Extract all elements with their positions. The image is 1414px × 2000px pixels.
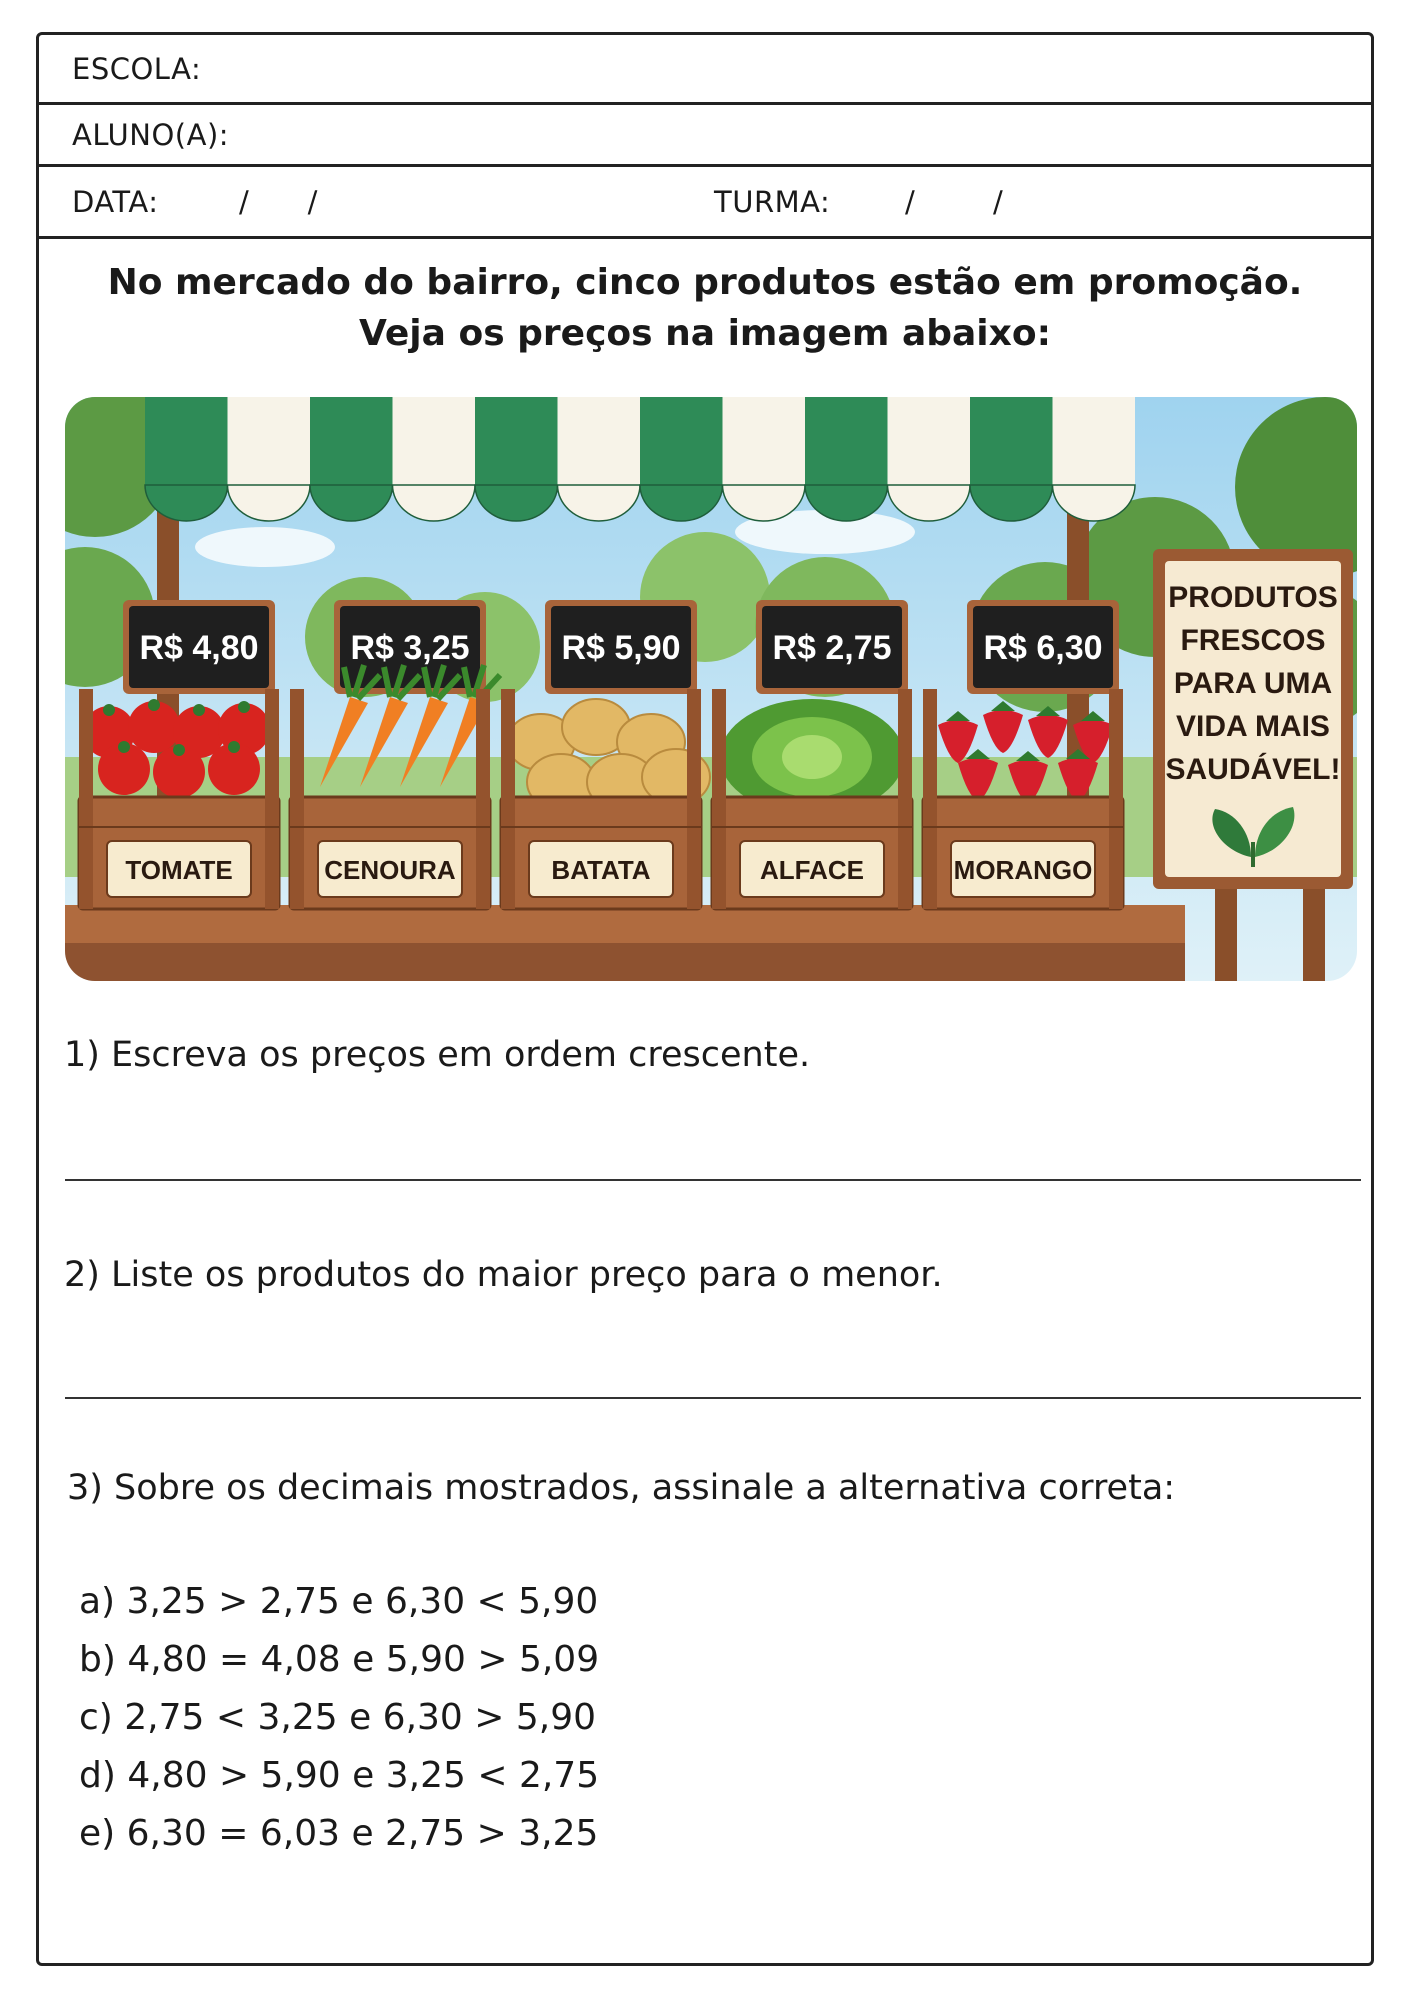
price-label: R$ 2,75: [772, 629, 892, 667]
price-label: R$ 5,90: [561, 629, 681, 667]
class-label: TURMA:: [714, 184, 831, 219]
option-d[interactable]: d) 4,80 > 5,90 e 3,25 < 2,75: [79, 1755, 600, 1796]
question-2: 2) Liste os produtos do maior preço para o menor.: [64, 1255, 943, 1295]
question-1: 1) Escreva os preços em ordem crescente.: [64, 1035, 811, 1075]
date-label: DATA:: [72, 184, 159, 219]
option-e[interactable]: e) 6,30 = 6,03 e 2,75 > 3,25: [79, 1813, 599, 1854]
sign-line: PRODUTOS: [1168, 581, 1338, 614]
sign-line: SAUDÁVEL!: [1165, 753, 1341, 786]
intro-line-2: Veja os preços na imagem abaixo:: [358, 313, 1051, 354]
intro-line-1: No mercado do bairro, cinco produtos estão em promoção.: [107, 262, 1303, 303]
option-a[interactable]: a) 3,25 > 2,75 e 6,30 < 5,90: [79, 1581, 599, 1622]
sign-line: PARA UMA: [1173, 667, 1333, 700]
answer-line-1[interactable]: [65, 1179, 1361, 1181]
counter: [65, 905, 1185, 945]
market-illustration: [65, 397, 1357, 981]
student-row: [39, 105, 1371, 167]
price-label: R$ 4,80: [139, 629, 259, 667]
sign-line: FRESCOS: [1180, 624, 1326, 657]
school-label: ESCOLA:: [72, 51, 202, 86]
product-name: MORANGO: [953, 855, 1093, 885]
sign-line: VIDA MAIS: [1176, 710, 1330, 743]
market-scene: [65, 397, 1357, 981]
product-name: TOMATE: [125, 855, 233, 885]
intro-text: [39, 257, 1371, 359]
date-slashes: / /: [239, 184, 318, 219]
answer-line-2[interactable]: [65, 1397, 1361, 1399]
product-name: ALFACE: [760, 855, 864, 885]
option-b[interactable]: b) 4,80 = 4,08 e 5,90 > 5,09: [79, 1639, 600, 1680]
product-name: BATATA: [551, 855, 651, 885]
school-row: [39, 35, 1371, 105]
price-label: R$ 6,30: [983, 629, 1103, 667]
option-c[interactable]: c) 2,75 < 3,25 e 6,30 > 5,90: [79, 1697, 597, 1738]
class-slashes: / /: [905, 184, 1004, 219]
product-name: CENOURA: [324, 855, 456, 885]
price-label: R$ 3,25: [350, 629, 470, 667]
worksheet: [36, 32, 1374, 1966]
question-3: 3) Sobre os decimais mostrados, assinale a alternativa correta:: [67, 1468, 1176, 1508]
student-label: ALUNO(A):: [72, 117, 230, 152]
date-class-row: [39, 167, 1371, 239]
